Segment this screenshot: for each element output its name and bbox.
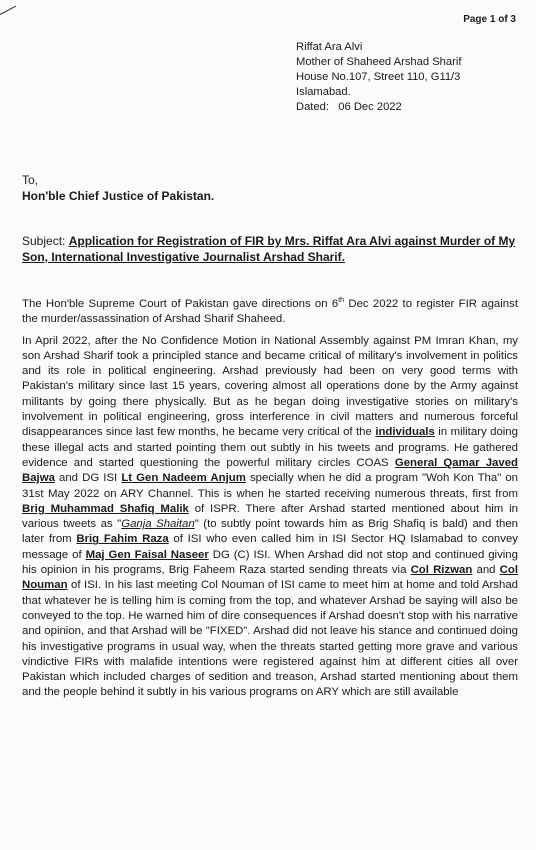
p2-name-shafiq: Brig Muhammad Shafiq Malik bbox=[22, 502, 189, 515]
date-label: Dated: bbox=[296, 101, 329, 113]
letter-body bbox=[22, 297, 518, 707]
sender-relation: Mother of Shaheed Arshad Sharif bbox=[296, 56, 462, 68]
p2-emphasis: individuals bbox=[375, 426, 435, 439]
sender-address: House No.107, Street 110, G11/3 bbox=[296, 71, 461, 83]
p2-text: specially when he did a program "Woh Kon Tha" on 31st May 2022 on ARY Channel. This is when he started receiving numerous threats, first from bbox=[22, 472, 519, 500]
paragraph-2 bbox=[22, 334, 518, 701]
p1-superscript: th bbox=[338, 297, 345, 305]
pen-mark bbox=[0, 6, 16, 15]
p2-name-bajwa: General Qamar Javed Bajwa bbox=[22, 456, 518, 485]
p2-text: and DG ISI bbox=[54, 472, 122, 485]
page-number: Page 1 of 3 bbox=[463, 14, 516, 25]
subject-text: Application for Registration of FIR by Mrs. Riffat Ara Alvi against Murder of My Son, International Investigative Journalist Arshad Sharif. bbox=[22, 234, 516, 264]
p2-nickname: Ganja Shaitan bbox=[121, 518, 195, 531]
date-value: 06 Dec 2022 bbox=[338, 101, 402, 113]
subject-label: Subject: bbox=[22, 234, 66, 248]
p2-text: in military doing these illegal acts and started pointing them out subtly in his tweets and programs. He gathered evidence and started questioning the powerful military circles COAS bbox=[22, 426, 518, 469]
subject-line bbox=[22, 233, 518, 265]
salutation: To, bbox=[22, 173, 39, 187]
p2-name-anjum: Lt Gen Nadeem Anjum bbox=[121, 472, 246, 485]
p2-text: DG (C) ISI. When Arshad did not stop and continued giving his opinion in his programs, Brig Faheem Raza started sending threats via bbox=[22, 548, 518, 577]
p1-text-b: Dec 2022 to register FIR against the murder/assassination of Arshad Sharif Shaheed. bbox=[22, 298, 518, 326]
p2-text: " (to subtly point towards him as Brig Shafiq is bald) and then later from bbox=[22, 518, 518, 546]
p2-text: and bbox=[472, 564, 500, 577]
sender-city: Islamabad. bbox=[296, 86, 351, 98]
p2-name-naseer: Maj Gen Faisal Naseer bbox=[85, 548, 209, 561]
p2-text: of ISI who even called him in ISI Sector HQ Islamabad to convey message of bbox=[22, 533, 518, 561]
sender-name: Riffat Ara Alvi bbox=[296, 41, 363, 53]
p2-text: In April 2022, after the No Confidence Motion in National Assembly against PM Imran Khan, my son Arshad Sharif took a principled stance and became critical of military's involvement in politics and its role in political engineering. Arshad previously had been on very good terms with Pakistan's military since last 15 years, covering almost all operations done by the Army against militants by going there physically. But as he began doing investigative stories on military's involvement in political engineering, gross interference in civil matters and numerous forceful disappearances since last few months, he became very critical of the bbox=[22, 334, 518, 439]
sender-date bbox=[296, 100, 461, 115]
recipient-name: Hon'ble Chief Justice of Pakistan. bbox=[22, 189, 215, 203]
recipient-block bbox=[22, 172, 214, 204]
p2-name-rizwan: Col Rizwan bbox=[410, 564, 473, 577]
p2-text: of ISI. In his last meeting Col Nouman of ISI came to meet him at home and told Arshad that whatever he is telling him is coming from the top, and whatever Arshad be saying will also be conveyed to the top. He warned him of dire consequences if Arshad doesn't stop with his narrative and opinion, and that Arshad will be "FIXED". Arshad did not leave his stance and continued doing his investigative programs in usual way, when the threats started getting more grave and various vindictive FIRs with malafide intentions were registered against him at different cities all over Pakistan which included charges of sedition and treason, Arshad started mentioning about them and the people behind it subtly in his various programs on ARY which are still available bbox=[22, 579, 518, 699]
p2-name-raza: Brig Fahim Raza bbox=[76, 533, 169, 546]
sender-block bbox=[296, 40, 461, 115]
p2-name-nouman: Col Nouman bbox=[22, 564, 518, 592]
p2-text: of ISPR. There after Arshad started mentioned about him in various tweets as " bbox=[22, 502, 518, 531]
p1-text-a: The Hon'ble Supreme Court of Pakistan gave directions on 6 bbox=[22, 298, 339, 310]
paragraph-1 bbox=[22, 297, 518, 328]
